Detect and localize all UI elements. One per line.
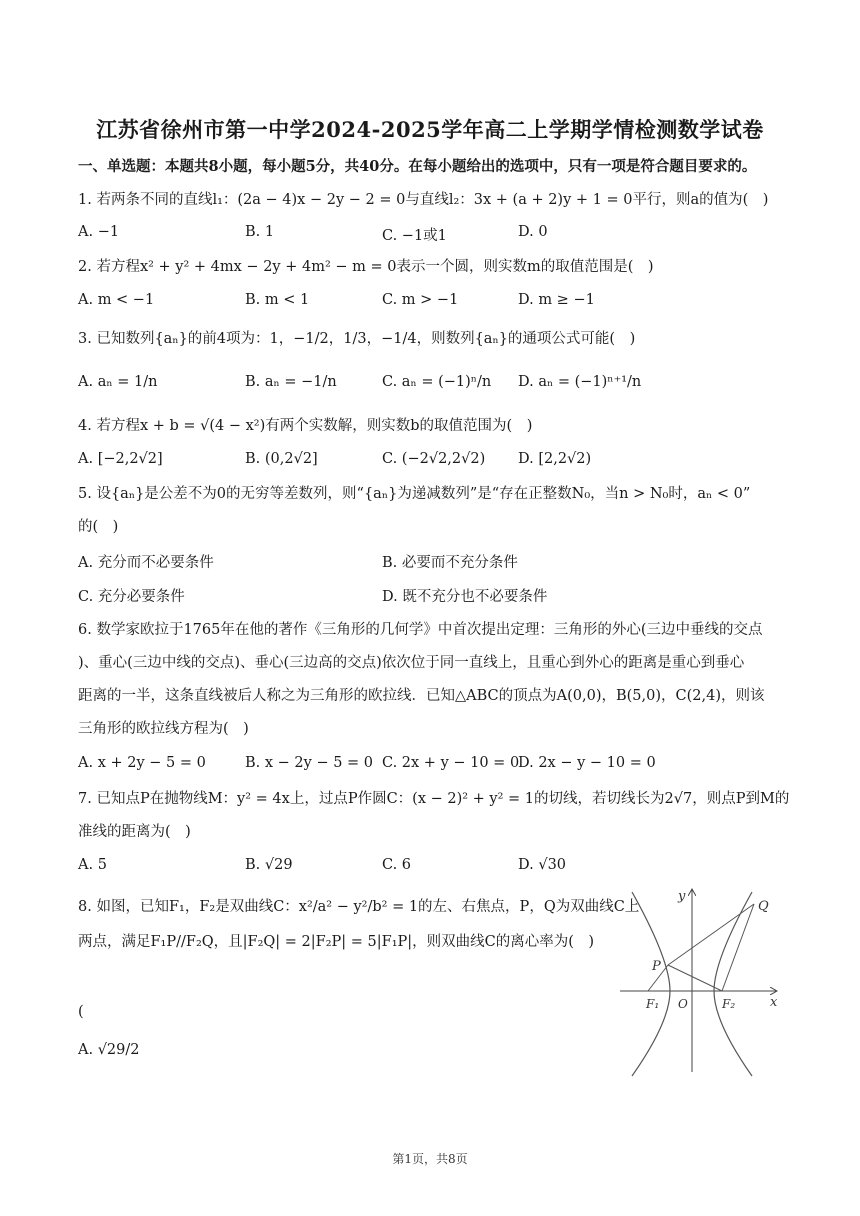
q5-option-a[interactable]: A. 充分而不必要条件 (78, 555, 214, 571)
question-1-stem: 1. 若两条不同的直线l₁：(2a − 4)x − 2y − 2 = 0与直线l₂：3x + (a + 2)y + 1 = 0平行，则a的值为( ) (78, 192, 769, 208)
question-5-stem-line-2: 的( ) (78, 519, 119, 535)
q1-option-b[interactable]: B. 1 (245, 224, 275, 240)
page-footer: 第1页，共8页 (392, 1152, 468, 1166)
label-p: P (652, 959, 661, 974)
question-6-stem-line-2: )、重心(三边中线的交点)、垂心(三边高的交点)依次位于同一直线上，且重心到外心的距离是重心到垂心 (78, 655, 745, 671)
q3-option-b[interactable]: B. aₙ = −1/n (245, 374, 337, 390)
question-7-stem-line-2: 准线的距离为( ) (78, 824, 191, 840)
question-6-stem-line-3: 距离的一半，这条直线被后人称之为三角形的欧拉线．已知△ABC的顶点为A(0,0)，B(5,0)，C(2,4)，则该 (78, 688, 765, 704)
question-2-stem: 2. 若方程x² + y² + 4mx − 2y + 4m² − m = 0表示一个圆，则实数m的取值范围是( ) (78, 259, 654, 275)
label-o: O (678, 997, 688, 1011)
question-8-stem-line-1: 8. 如图，已知F₁，F₂是双曲线C：x²/a² − y²/b² = 1的左、右焦点，P，Q为双曲线C上 (78, 899, 640, 915)
q4-option-a[interactable]: A. [−2,2√2] (78, 451, 163, 467)
section-heading: 一、单选题：本题共8小题，每小题5分，共40分。在每小题给出的选项中，只有一项是符合题目要求的。 (78, 158, 757, 175)
q3-option-a[interactable]: A. aₙ = 1/n (78, 374, 158, 390)
segment-p-f2 (668, 965, 722, 991)
q1-option-c[interactable]: C. −1或1 (382, 228, 447, 244)
question-6-stem-line-4: 三角形的欧拉线方程为( ) (78, 721, 249, 737)
q2-option-b[interactable]: B. m < 1 (245, 292, 310, 308)
q3-option-d[interactable]: D. aₙ = (−1)ⁿ⁺¹/n (518, 374, 642, 390)
question-3-stem: 3. 已知数列{aₙ}的前4项为：1，−1/2，1/3，−1/4，则数列{aₙ}的通项公式可能( ) (78, 331, 636, 347)
q4-option-b[interactable]: B. (0,2√2] (245, 451, 318, 467)
q6-option-b[interactable]: B. x − 2y − 5 = 0 (245, 755, 374, 771)
q7-option-c[interactable]: C. 6 (382, 857, 412, 873)
segment-p-q (668, 904, 754, 965)
q5-option-d[interactable]: D. 既不充分也不必要条件 (382, 589, 548, 605)
q2-option-c[interactable]: C. m > −1 (382, 292, 459, 308)
q6-option-a[interactable]: A. x + 2y − 5 = 0 (78, 755, 206, 771)
hyperbola-figure (612, 880, 792, 1080)
q7-option-d[interactable]: D. √30 (518, 857, 567, 873)
q1-option-d[interactable]: D. 0 (518, 224, 548, 240)
question-6-stem-line-1: 6. 数学家欧拉于1765年在他的著作《三角形的几何学》中首次提出定理：三角形的外心(三边中垂线的交点 (78, 622, 763, 638)
hyperbola-left-branch (632, 892, 670, 1076)
label-y: y (678, 889, 686, 904)
q8-option-a[interactable]: A. √29/2 (78, 1042, 140, 1058)
q2-option-a[interactable]: A. m < −1 (78, 292, 155, 308)
page-title: 江苏省徐州市第一中学2024-2025学年高二上学期学情检测数学试卷 (96, 117, 764, 142)
q6-option-c[interactable]: C. 2x + y − 10 = 0 (382, 755, 520, 771)
q7-option-b[interactable]: B. √29 (245, 857, 293, 873)
question-8-stem-line-2: 两点，满足F₁P//F₂Q，且|F₂Q| = 2|F₂P| = 5|F₁P|，则双曲线C的离心率为( ) (78, 934, 595, 950)
q6-option-d[interactable]: D. 2x − y − 10 = 0 (518, 755, 656, 771)
q2-option-d[interactable]: D. m ≥ −1 (518, 292, 595, 308)
q3-option-c[interactable]: C. aₙ = (−1)ⁿ/n (382, 374, 492, 390)
label-x: x (770, 995, 778, 1010)
q4-option-d[interactable]: D. [2,2√2) (518, 451, 592, 467)
hyperbola-right-branch (714, 892, 752, 1076)
label-f1: F₁ (646, 997, 660, 1011)
q7-option-a[interactable]: A. 5 (78, 857, 107, 873)
q4-option-c[interactable]: C. (−2√2,2√2) (382, 451, 486, 467)
question-4-stem: 4. 若方程x + b = √(4 − x²)有两个实数解，则实数b的取值范围为( ) (78, 418, 533, 434)
question-7-stem-line-1: 7. 已知点P在抛物线M：y² = 4x上，过点P作圆C：(x − 2)² + y² = 1的切线，若切线长为2√7，则点P到M的 (78, 791, 790, 807)
q5-option-c[interactable]: C. 充分必要条件 (78, 589, 185, 605)
question-8-stem-line-3: ( (78, 1004, 84, 1020)
q5-option-b[interactable]: B. 必要而不充分条件 (382, 555, 518, 571)
question-5-stem-line-1: 5. 设{aₙ}是公差不为0的无穷等差数列，则“{aₙ}为递减数列”是“存在正整数N₀，当n > N₀时，aₙ < 0” (78, 486, 751, 502)
label-f2: F₂ (722, 997, 736, 1011)
q1-option-a[interactable]: A. −1 (78, 224, 120, 240)
label-q: Q (758, 899, 769, 914)
